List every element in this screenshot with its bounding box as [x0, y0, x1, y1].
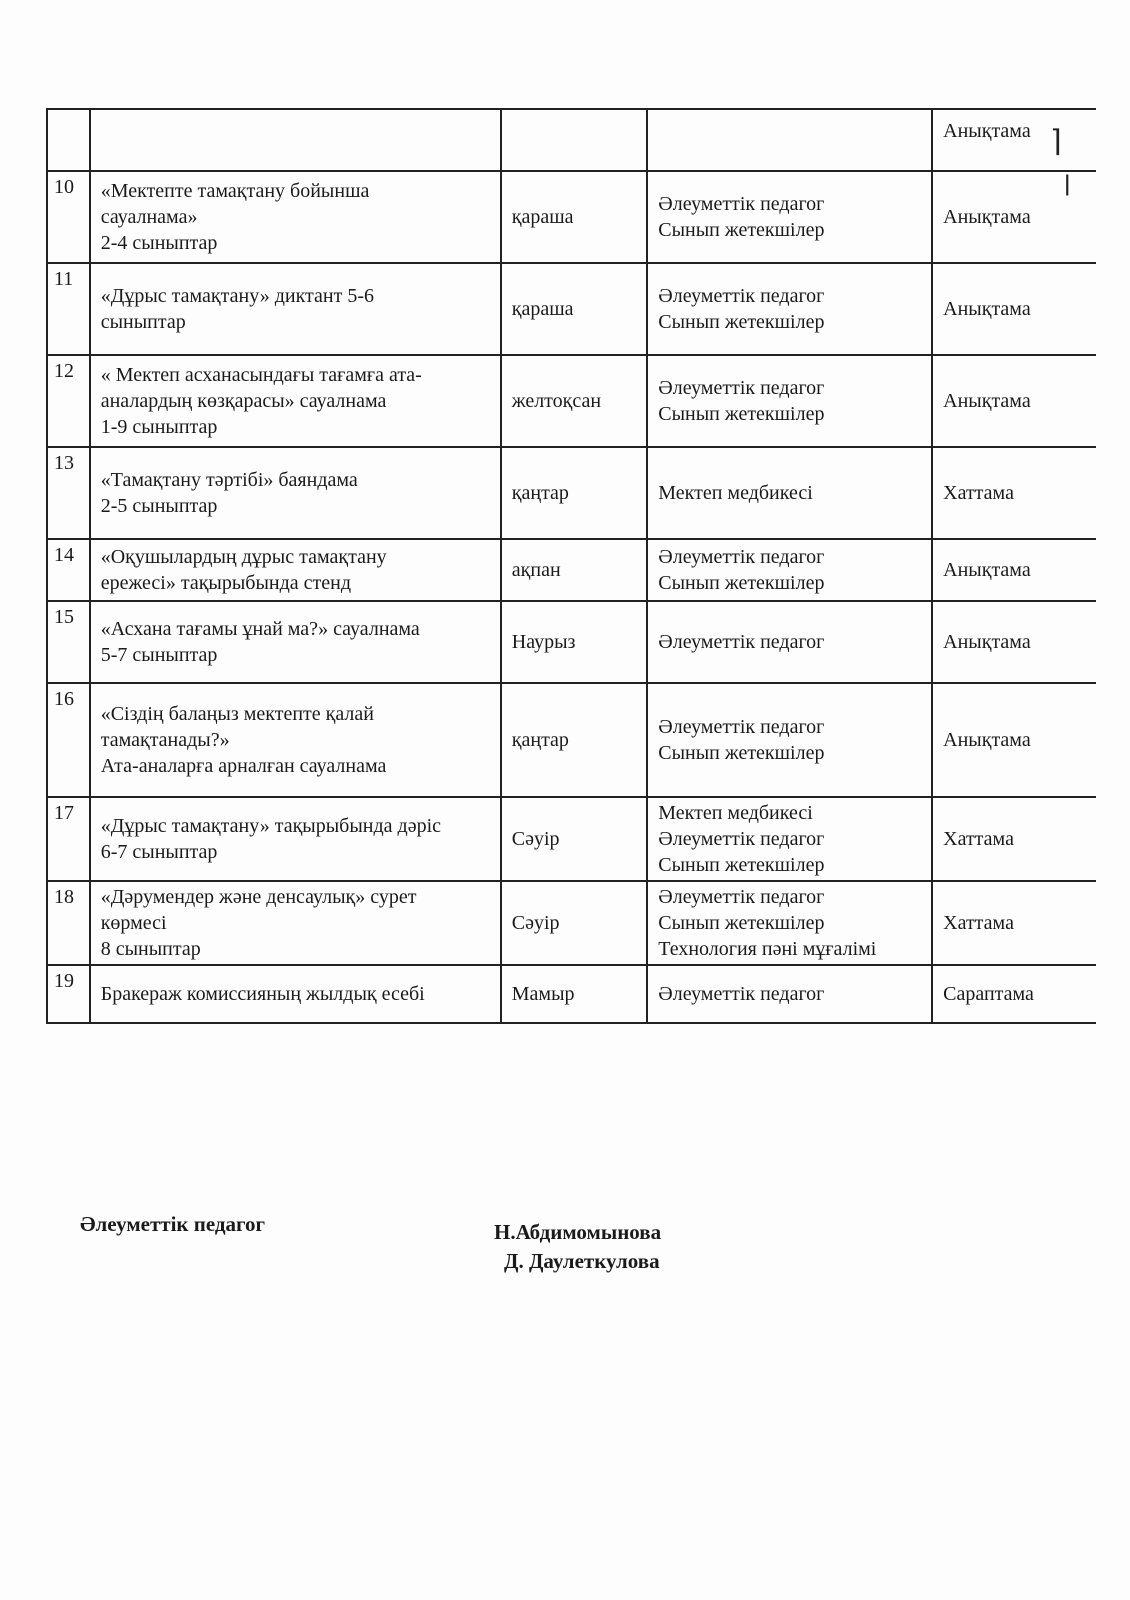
activity-plan-table	[46, 108, 1096, 1024]
result-cell: Анықтама	[932, 539, 1096, 601]
table-row	[47, 355, 1096, 447]
result-cell: Анықтама	[932, 263, 1096, 355]
result-cell: Анықтама	[932, 683, 1096, 797]
row-number-cell: 12	[47, 355, 90, 447]
date-cell: қараша	[501, 263, 648, 355]
responsible-cell: Әлеуметтік педагог Сынып жетекшілер	[647, 263, 932, 355]
event-cell: «Асхана тағамы ұнай ма?» сауалнама 5-7 сыныптар	[90, 601, 501, 683]
row-number-cell: 10	[47, 171, 90, 263]
table-row	[47, 881, 1096, 965]
event-cell: «Тамақтану тәртібі» баяндама 2-5 сыныптар	[90, 447, 501, 539]
table-row	[47, 109, 1096, 171]
result-cell: Анықтама	[932, 601, 1096, 683]
row-number-cell: 11	[47, 263, 90, 355]
handwritten-tick-icon: ǀ	[1064, 172, 1071, 197]
row-number-cell: 15	[47, 601, 90, 683]
responsible-cell: Әлеуметтік педагог	[647, 601, 932, 683]
date-cell: ақпан	[501, 539, 648, 601]
table-row	[47, 965, 1096, 1023]
event-cell: «Оқушылардың дұрыс тамақтану ережесі» тақырыбында стенд	[90, 539, 501, 601]
handwritten-mark-icon: ⌉	[1050, 124, 1062, 159]
responsible-cell: Әлеуметтік педагог Сынып жетекшілер	[647, 539, 932, 601]
table-row	[47, 447, 1096, 539]
date-cell: қаңтар	[501, 683, 648, 797]
result-cell: Анықтама	[932, 171, 1096, 263]
date-cell: Сәуір	[501, 881, 648, 965]
row-number-cell: 19	[47, 965, 90, 1023]
signature-name-1: Н.Абдимомынова	[494, 1220, 662, 1244]
result-cell: Хаттама	[932, 447, 1096, 539]
result-cell: Хаттама	[932, 881, 1096, 965]
row-number-cell: 17	[47, 797, 90, 881]
event-cell: «Дұрыс тамақтану» тақырыбында дәріс 6-7 сыныптар	[90, 797, 501, 881]
table-row	[47, 601, 1096, 683]
row-number-cell	[47, 109, 90, 171]
table-row	[47, 683, 1096, 797]
event-cell: «Дәрумендер және денсаулық» сурет көрмесі 8 сыныптар	[90, 881, 501, 965]
event-cell: Бракераж комиссияның жылдық есебі	[90, 965, 501, 1023]
row-number-cell: 18	[47, 881, 90, 965]
date-cell: қаңтар	[501, 447, 648, 539]
responsible-cell: Әлеуметтік педагог Сынып жетекшілер	[647, 683, 932, 797]
table-row	[47, 263, 1096, 355]
signature-names	[494, 1218, 661, 1276]
signature-name-2: Д. Даулеткулова	[504, 1249, 660, 1273]
result-cell: Анықтама	[932, 109, 1096, 171]
result-cell: Сараптама	[932, 965, 1096, 1023]
responsible-cell	[647, 109, 932, 171]
signature-position: Әлеуметтік педагог	[80, 1212, 266, 1236]
responsible-cell: Мектеп медбикесі	[647, 447, 932, 539]
date-cell: Наурыз	[501, 601, 648, 683]
row-number-cell: 14	[47, 539, 90, 601]
date-cell: Сәуір	[501, 797, 648, 881]
responsible-cell: Әлеуметтік педагог Сынып жетекшілер	[647, 171, 932, 263]
responsible-cell: Әлеуметтік педагог Сынып жетекшілер	[647, 355, 932, 447]
row-number-cell: 16	[47, 683, 90, 797]
result-cell: Хаттама	[932, 797, 1096, 881]
row-number-cell: 13	[47, 447, 90, 539]
event-cell: « Мектеп асханасындағы тағамға ата- аналардың көзқарасы» сауалнама 1-9 сыныптар	[90, 355, 501, 447]
result-cell: Анықтама	[932, 355, 1096, 447]
responsible-cell: Әлеуметтік педагог Сынып жетекшілер Технология пәні мұғалімі	[647, 881, 932, 965]
responsible-cell: Әлеуметтік педагог	[647, 965, 932, 1023]
date-cell	[501, 109, 648, 171]
date-cell: желтоқсан	[501, 355, 648, 447]
table-row	[47, 171, 1096, 263]
event-cell: «Мектепте тамақтану бойынша сауалнама» 2-4 сыныптар	[90, 171, 501, 263]
event-cell: «Дұрыс тамақтану» диктант 5-6 сыныптар	[90, 263, 501, 355]
table-row	[47, 539, 1096, 601]
responsible-cell: Мектеп медбикесі Әлеуметтік педагог Сынып жетекшілер	[647, 797, 932, 881]
date-cell: қараша	[501, 171, 648, 263]
event-cell: «Сіздің балаңыз мектепте қалай тамақтанады?» Ата-аналарға арналған сауалнама	[90, 683, 501, 797]
date-cell: Мамыр	[501, 965, 648, 1023]
event-cell	[90, 109, 501, 171]
table-row	[47, 797, 1096, 881]
